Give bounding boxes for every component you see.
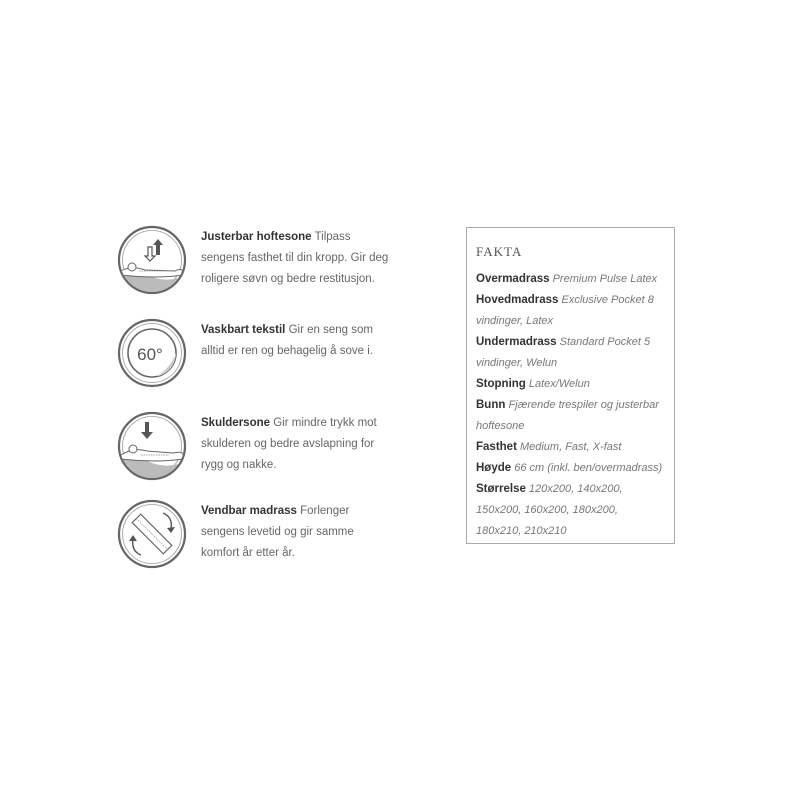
feature-label: Vaskbart tekstil: [201, 324, 286, 336]
facts-row-value: Standard Pocket 5 vindinger, Welun: [476, 336, 651, 369]
wash-60-icon: [117, 318, 187, 388]
shoulder-zone-icon: [117, 411, 187, 481]
facts-row: [476, 269, 666, 290]
facts-row-value: Medium, Fast, X-fast: [519, 441, 622, 453]
feature-shoulder-zone: [117, 411, 397, 481]
feature-label: Justerbar hoftesone: [201, 231, 312, 243]
feature-description: Forlenger sengens levetid og gir samme komfort år etter år.: [201, 505, 354, 559]
facts-row-label: Fasthet: [476, 441, 517, 453]
facts-row-value: Latex/Welun: [528, 378, 590, 390]
facts-row-label: Undermadrass: [476, 336, 557, 348]
feature-description: Tilpass sengens fasthet til din kropp. Gir deg roligere søvn og bedre restitusjon.: [201, 231, 389, 285]
facts-row: [476, 458, 666, 479]
reversible-mattress-icon: [117, 499, 187, 569]
feature-washable-textile: [117, 318, 397, 388]
facts-row-label: Bunn: [476, 399, 506, 411]
feature-label: Skuldersone: [201, 417, 271, 429]
feature-label: Vendbar madrass: [201, 505, 297, 517]
feature-reversible-mattress: [117, 499, 397, 569]
facts-row-value: Premium Pulse Latex: [552, 273, 658, 285]
facts-row-label: Overmadrass: [476, 273, 550, 285]
facts-row-label: Størrelse: [476, 483, 526, 495]
facts-row-value: 120x200, 140x200, 150x200, 160x200, 180x200, 180x210, 210x210: [476, 483, 623, 537]
feature-description: Gir mindre trykk mot skulderen og bedre avslapning for rygg og nakke.: [201, 417, 377, 471]
facts-row-label: Hovedmadrass: [476, 294, 559, 306]
facts-row: [476, 332, 666, 374]
facts-row-value: Exclusive Pocket 8 vindinger, Latex: [476, 294, 654, 327]
wash-temperature-label: 60°: [137, 345, 163, 364]
facts-row-label: Høyde: [476, 462, 512, 474]
facts-row: [476, 479, 666, 542]
facts-row: [476, 395, 666, 437]
feature-description: Gir en seng som alltid er ren og behagelig å sove i.: [201, 324, 373, 357]
facts-row-value: Fjærende trespiler og justerbar hoftesone: [476, 399, 659, 432]
facts-row-label: Stopning: [476, 378, 526, 390]
feature-adjustable-hip-zone: [117, 225, 397, 295]
facts-box: [466, 227, 675, 544]
adjustable-hip-zone-icon: [117, 225, 187, 295]
facts-title: FAKTA: [476, 244, 523, 259]
facts-row: [476, 437, 666, 458]
facts-row-value: 66 cm (inkl. ben/overmadrass): [514, 462, 663, 474]
facts-row: [476, 374, 666, 395]
facts-row: [476, 290, 666, 332]
